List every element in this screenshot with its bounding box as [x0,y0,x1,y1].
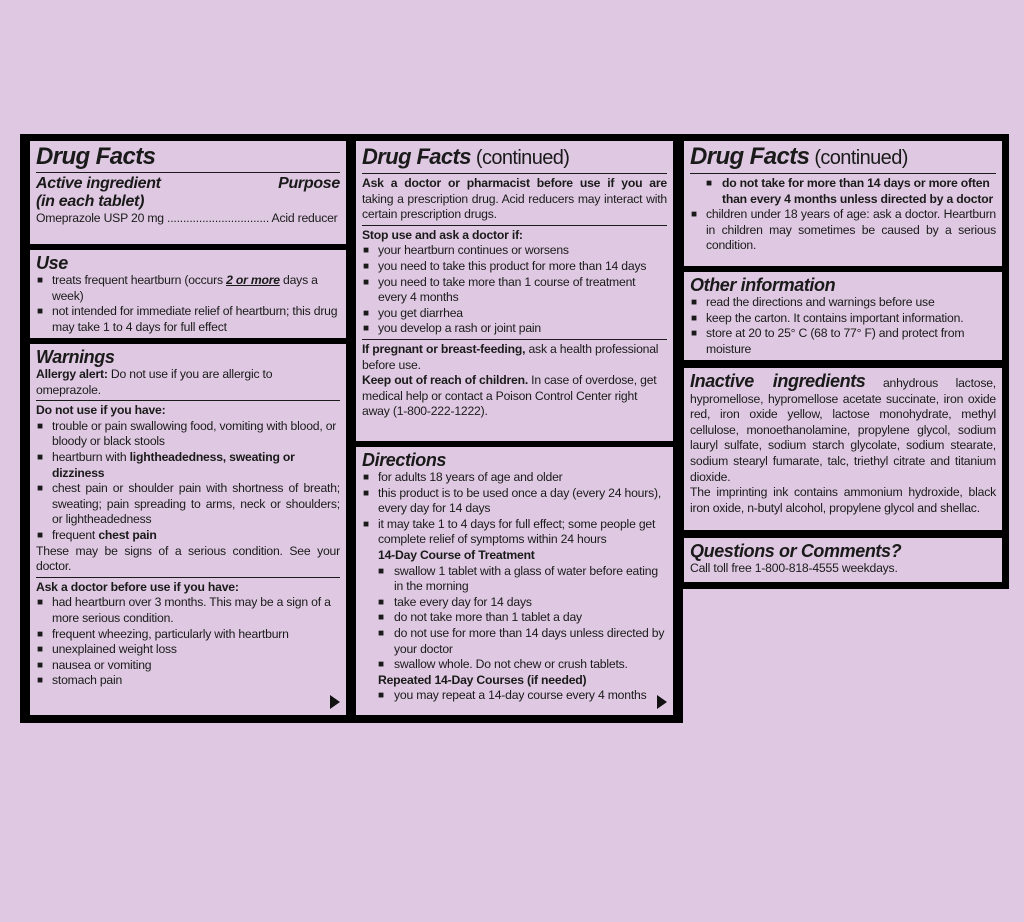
list-item: ■ unexplained weight loss [36,642,340,658]
list-item: ■ you may repeat a 14-day course every 4 months [362,688,667,704]
divider [36,577,340,578]
directions-box [356,447,673,715]
list-item: ■ not intended for immediate relief of heartburn; this drug may take 1 to 4 days for full effect [36,304,340,335]
signs-text: These may be signs of a serious condition. See your doctor. [36,543,340,574]
list-item: ■ treats frequent heartburn (occurs 2 or more days a week) [36,273,340,304]
drug-facts-continued-title: Drug Facts (continued) [362,144,570,169]
list-item: ■ heartburn with lightheadedness, sweating or dizziness [36,450,340,481]
keep-out-text: Keep out of reach of children. In case of overdose, get medical help or contact a Poison Control Center right away (1-800-222-1222). [362,373,657,419]
do-not-use-heading: Do not use if you have: [36,403,166,418]
drug-facts-header-box [30,141,346,244]
questions-heading: Questions or Comments? [690,541,902,561]
other-information-heading: Other information [690,275,836,295]
ingredient-line: Omeprazole USP 20 mg ................................ Acid reducer [36,211,338,225]
other-info-list [690,295,996,357]
questions-box [684,538,1002,582]
list-item: ■ frequent chest pain [36,528,340,544]
list-item: ■ children under 18 years of age: ask a doctor. Heartburn in children may sometimes be caused by a serious condition. [690,207,996,254]
list-item: ■ you develop a rash or joint pain [362,321,667,337]
drug-facts-title: Drug Facts [36,143,156,170]
list-item: ■ you need to take more than 1 course of treatment every 4 months [362,275,667,306]
list-item: ■ stomach pain [36,673,340,689]
inactive-ingredients-box [684,368,1002,530]
course-heading: 14-Day Course of Treatment [378,547,535,562]
purpose-heading: Purpose [278,175,340,192]
list-item: ■ swallow 1 tablet with a glass of water before eating in the morning [362,564,667,595]
list-item: ■ nausea or vomiting [36,658,340,674]
divider [362,339,667,340]
list-item: ■ your heartburn continues or worsens [362,243,667,259]
in-each-tablet-label: (in each tablet) [36,193,145,210]
continue-arrow-icon [657,695,667,709]
other-info-box [684,272,1002,360]
warnings-heading: Warnings [36,347,115,367]
active-ingredient-heading: Active ingredient [36,175,161,192]
list-item: ■ frequent wheezing, particularly with heartburn [36,627,340,643]
directions-heading: Directions [362,450,447,470]
list-item: ■ chest pain or shoulder pain with shortness of breath; sweating; pain spreading to arms, neck or shoulders; or lightheadedness [36,481,340,528]
use-box [30,250,346,338]
stop-use-heading: Stop use and ask a doctor if: [362,227,523,242]
list-item: ■ you get diarrhea [362,306,667,322]
ask-pharmacist-text: Ask a doctor or pharmacist before use if you are taking a prescription drug. Acid reducers may interact with certain prescription drugs. [362,176,667,222]
continued-box [356,141,673,441]
directions-list [362,470,667,548]
list-item: ■ you need to take this product for more than 14 days [362,259,667,275]
continued-list-2 [690,207,996,254]
list-item: ■ keep the carton. It contains important information. [690,311,996,327]
list-item: ■ do not take more than 1 tablet a day [362,610,667,626]
list-item: ■ store at 20 to 25° C (68 to 77° F) and protect from moisture [690,326,996,357]
drug-facts-continued-title: Drug Facts (continued) [690,143,908,170]
stop-use-list [362,243,667,337]
list-item: ■ swallow whole. Do not chew or crush tablets. [362,657,667,673]
course-list [362,564,667,673]
imprint-text: The imprinting ink contains ammonium hydroxide, black iron oxide, n-butyl alcohol, propylene glycol and shellac. [690,485,996,515]
divider [36,400,340,401]
list-item: ■ for adults 18 years of age and older [362,470,667,486]
repeated-heading: Repeated 14-Day Courses (if needed) [378,672,587,687]
list-item: ■ trouble or pain swallowing food, vomiting with blood, or bloody or black stools [36,419,340,450]
divider [362,225,667,226]
continue-arrow-icon [330,695,340,709]
ask-doctor-heading: Ask a doctor before use if you have: [36,579,239,594]
divider [36,172,340,173]
call-text: Call toll free 1-800-818-4555 weekdays. [690,561,898,575]
allergy-alert: Allergy alert: Do not use if you are allergic to omeprazole. [36,367,273,397]
list-item: ■ had heartburn over 3 months. This may be a sign of a more serious condition. [36,595,340,626]
divider [362,173,667,174]
inactive-ingredients-text: Inactive ingredients anhydrous lactose, hypromellose, hypromellose acetate succinate, iron oxide red, iron oxide yellow, lactose monohydrate, methyl cellulose, monoethanolamine, propylene glycol, sodium lauryl sulfate, sodium starch glycolate, sodium stearate, sodium stearyl fumarate, talc, triethyl citrate and titanium dioxide. [690,371,996,484]
list-item: ■ take every day for 14 days [362,595,667,611]
continued-list [690,176,996,207]
continued-box-2 [684,141,1002,266]
list-item: ■ do not take for more than 14 days or more often than every 4 months unless directed by a doctor [690,176,996,207]
list-item: ■ this product is to be used once a day (every 24 hours), every day for 14 days [362,486,667,517]
pregnant-text: If pregnant or breast-feeding, ask a health professional before use. [362,341,659,372]
warnings-box [30,344,346,715]
repeated-list [362,688,667,704]
list-item: ■ it may take 1 to 4 days for full effect; some people get complete relief of symptoms within 24 hours [362,517,667,548]
do-not-use-list [36,419,340,544]
divider [690,173,996,174]
list-item: ■ do not use for more than 14 days unless directed by your doctor [362,626,667,657]
use-heading: Use [36,253,68,273]
ask-doctor-list [36,595,340,689]
list-item: ■ read the directions and warnings before use [690,295,996,311]
use-list [36,273,340,335]
